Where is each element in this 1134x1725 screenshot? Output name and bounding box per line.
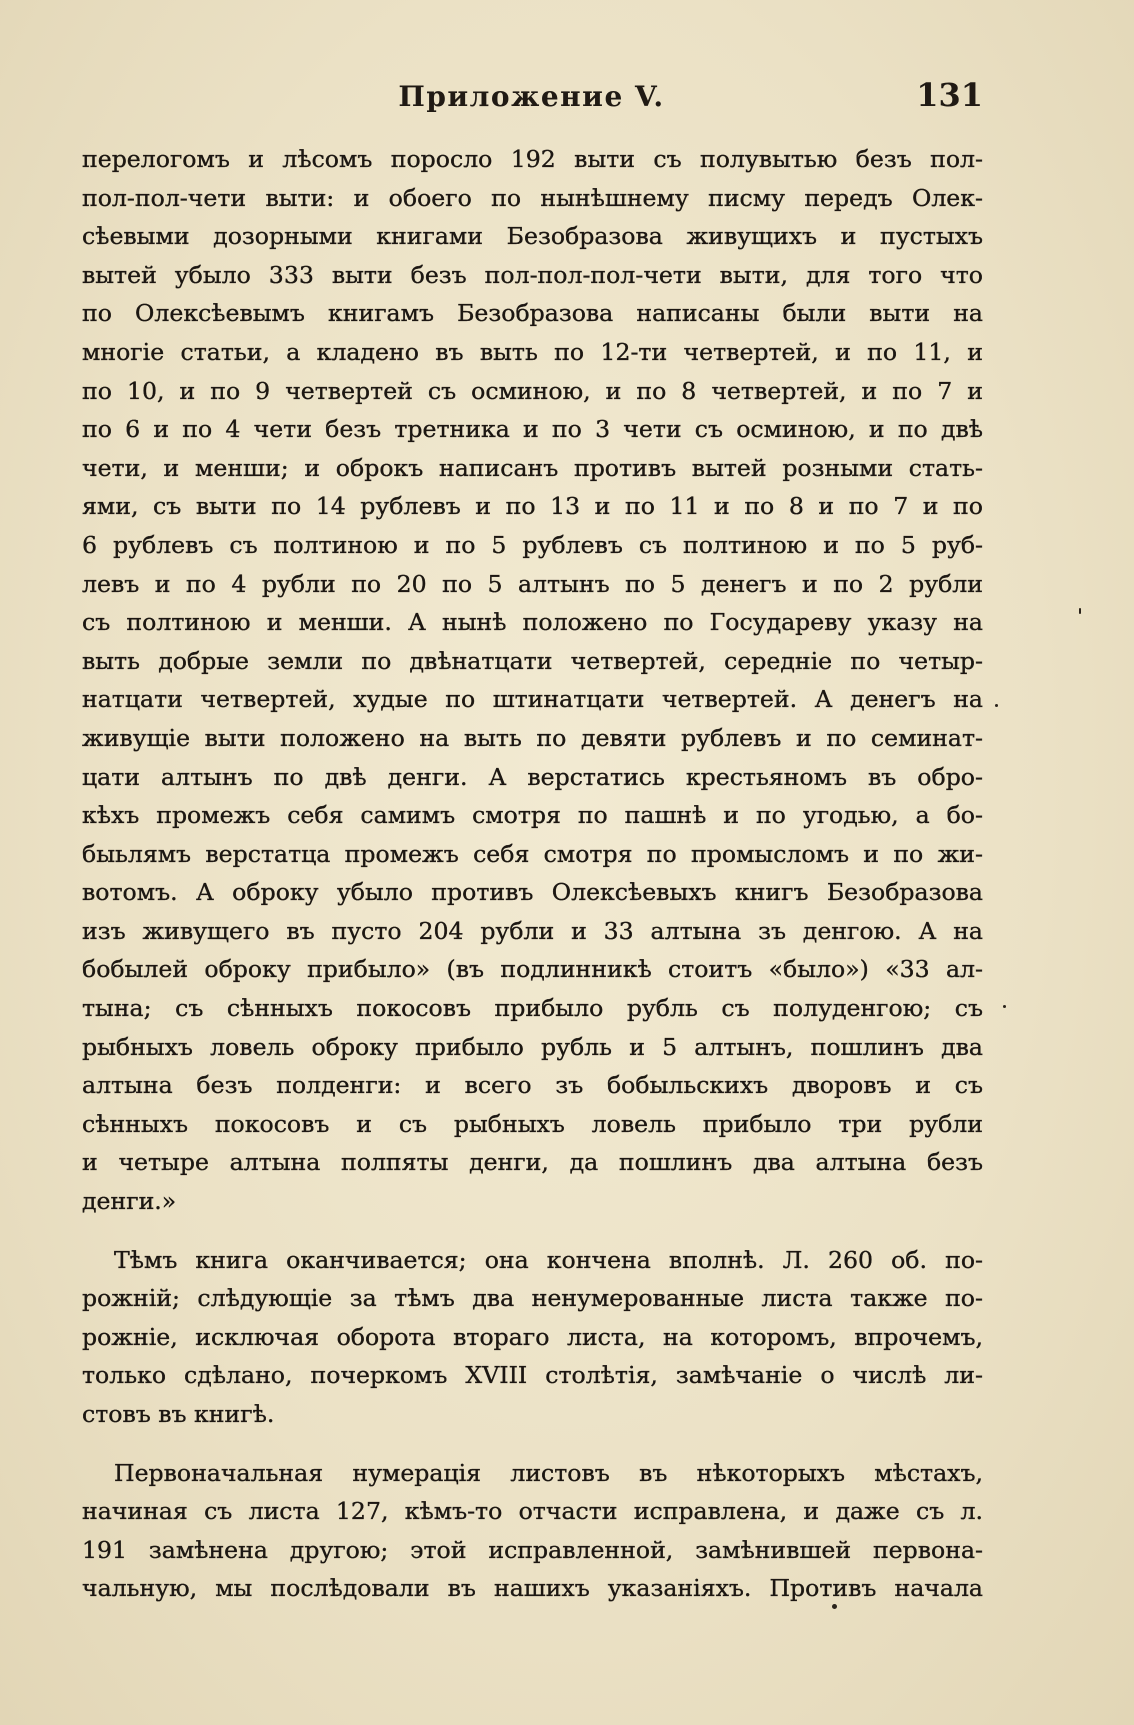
text-line: живущіе выти положено на выть по девяти рублевъ и по семинат-	[82, 723, 983, 752]
ink-speck	[995, 704, 998, 707]
text-line: по 6 и по 4 чети безъ третника и по 3 чети съ осминою, и по двѣ	[82, 415, 983, 444]
text-line: только сдѣлано, почеркомъ XVIII столѣтія, замѣчаніе о числѣ ли-	[82, 1361, 983, 1390]
text-line: сѣевыми дозорными книгами Безобразова живущихъ и пустыхъ	[82, 222, 983, 251]
text-line: алтына безъ полденги: и всего зъ бобыльскихъ дворовъ и съ	[82, 1071, 983, 1100]
text-line: кѣхъ промежъ себя самимъ смотря по пашнѣ и по угодью, а бо-	[82, 801, 983, 830]
text-line: цати алтынъ по двѣ денги. А верстатись крестьяномъ въ обро-	[82, 762, 983, 791]
text-line: по 10, и по 9 четвертей съ осминою, и по 8 четвертей, и по 7 и	[82, 376, 983, 405]
paragraph-gap	[82, 1434, 983, 1454]
text-line: стовъ въ книгѣ.	[82, 1400, 275, 1428]
text-line: быьлямъ верстатца промежъ себя смотря по промысломъ и по жи-	[82, 839, 983, 868]
text-line: ями, съ выти по 14 рублевъ и по 13 и по 11 и по 8 и по 7 и по	[82, 492, 983, 521]
text-line: изъ живущего въ пусто 204 рубли и 33 алтына зъ денгою. А на	[82, 916, 983, 945]
paragraph-gap	[82, 1221, 983, 1241]
running-title: Приложение V.	[398, 80, 665, 113]
running-header	[80, 76, 983, 120]
ink-speck	[1003, 1005, 1006, 1008]
text-line: и четыре алтына полпяты денги, да пошлинъ два алтына безъ	[82, 1148, 983, 1177]
text-line: рожніе, исключая оборота втораго листа, на которомъ, впрочемъ,	[82, 1322, 983, 1351]
ink-speck	[832, 1604, 837, 1609]
text-line: рожній; слѣдующіе за тѣмъ два ненумерованные листа также по-	[82, 1284, 983, 1313]
text-line: сѣнныхъ покосовъ и съ рыбныхъ ловель прибыло три рубли	[82, 1109, 983, 1138]
paragraph-1	[82, 140, 983, 1221]
text-line: рыбныхъ ловель оброку прибыло рубль и 5 алтынъ, пошлинъ два	[82, 1032, 983, 1061]
text-line: начиная съ листа 127, кѣмъ-то отчасти исправлена, и даже съ л.	[82, 1497, 983, 1526]
text-line: бобылей оброку прибыло» (въ подлинникѣ стоитъ «было») «33 ал-	[82, 955, 983, 984]
text-line: выть добрые земли по двѣнатцати четвертей, середніе по четыр-	[82, 646, 983, 675]
page-number: 131	[916, 76, 983, 114]
text-line: чальную, мы послѣдовали въ нашихъ указаніяхъ. Противъ начала	[82, 1574, 983, 1603]
text-line: левъ и по 4 рубли по 20 по 5 алтынъ по 5 денегъ и по 2 рубли	[82, 569, 983, 598]
text-line: денги.»	[82, 1187, 177, 1216]
text-line: 191 замѣнена другою; этой исправленной, замѣнившей первона-	[82, 1535, 983, 1564]
text-line: натцати четвертей, худые по штинатцати четвертей. А денегъ на	[82, 685, 983, 714]
text-line: пол-пол-чети выти: и обоего по нынѣшнему писму передъ Олек-	[82, 183, 983, 212]
body-text	[82, 140, 983, 1608]
text-line: вотомъ. А оброку убыло противъ Олексѣевыхъ книгъ Безобразова	[82, 878, 983, 907]
paragraph-2	[82, 1241, 983, 1434]
text-line: чети, и менши; и оброкъ написанъ противъ вытей розными стать-	[82, 453, 983, 482]
text-line: съ полтиною и менши. А нынѣ положено по Государеву указу на	[82, 608, 983, 637]
text-line: 6 рублевъ съ полтиною и по 5 рублевъ съ полтиною и по 5 руб-	[82, 530, 983, 559]
text-line: Первоначальная нумерація листовъ въ нѣкоторыхъ мѣстахъ,	[114, 1458, 983, 1487]
text-line: по Олексѣевымъ книгамъ Безобразова написаны были выти на	[82, 299, 983, 328]
paragraph-3	[82, 1454, 983, 1608]
text-line: тына; съ сѣнныхъ покосовъ прибыло рубль съ полуденгою; съ	[82, 994, 983, 1023]
text-line: Тѣмъ книга оканчивается; она кончена вполнѣ. Л. 260 об. по-	[114, 1245, 983, 1274]
text-line: вытей убыло 333 выти безъ пол-пол-пол-чети выти, для того что	[82, 260, 983, 289]
text-line: перелогомъ и лѣсомъ поросло 192 выти съ полувытью безъ пол-	[82, 145, 983, 173]
text-line: многіе статьи, а кладено въ выть по 12-ти четвертей, и по 11, и	[82, 337, 983, 366]
ink-speck	[1079, 608, 1081, 614]
